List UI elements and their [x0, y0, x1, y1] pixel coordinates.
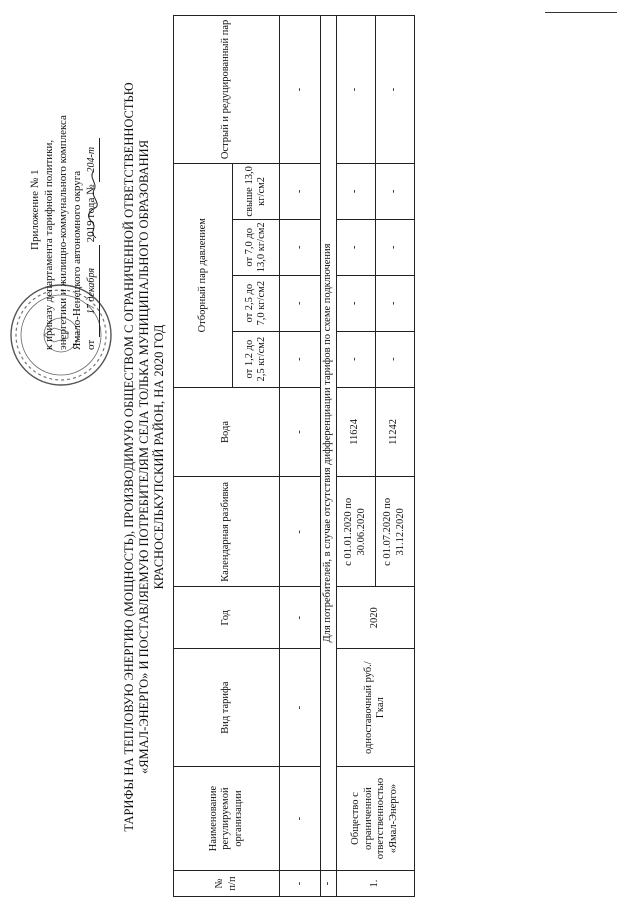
header-year: Год — [174, 587, 280, 649]
steam-sub-2: от 2,5 до 7,0 кг/см2 — [233, 275, 280, 331]
section-row: - Для потребителей, в случае отсутствия дифференциации тарифов по схеме подключения — [321, 16, 337, 897]
row-year: 2020 — [336, 587, 414, 649]
steam-sub-4: свыше 13,0 кг/см2 — [233, 163, 280, 219]
header-steam: Отборный пар давлением — [174, 163, 233, 387]
header-organization: Наименование регулируемой организации — [174, 767, 280, 871]
dash-row: - - - - - - - - - - - — [280, 16, 321, 897]
row-num: 1. — [336, 871, 414, 897]
section-label: Для потребителей, в случае отсутствия дифференциации тарифов по схеме подключения — [321, 16, 337, 871]
approval-line-2: к приказу департамента тарифной политики, — [43, 139, 55, 350]
header-sharp-steam: Острый и редуцированный пар — [174, 16, 280, 164]
header-water: Вода — [174, 387, 280, 477]
steam-sub-1: от 1,2 до 2,5 кг/см2 — [233, 331, 280, 387]
row-period-1: с 01.01.2020 по 30.06.2020 — [336, 477, 375, 587]
header-calendar: Календарная разбивка — [174, 477, 280, 587]
approval-line-3: энергетики и жилищно-коммунального комплекса — [57, 115, 69, 350]
approval-date-line: от 17 декабря 2019 года № 204-т — [84, 20, 100, 350]
approval-line-4: Ямало-Ненецкого автономного округа — [71, 170, 83, 350]
row-water-2: 11242 — [375, 387, 414, 477]
handwritten-date: 17 декабря — [85, 245, 100, 337]
header-tariff-type: Вид тарифа — [174, 649, 280, 767]
document-title: ТАРИФЫ НА ТЕПЛОВУЮ ЭНЕРГИЮ (МОЩНОСТЬ), ПРОИЗВОДИМУЮ ОБЩЕСТВОМ С ОГРАНИЧЕННОЙ ОТВЕТСТВЕННОСТЬЮ «ЯМАЛ-ЭНЕРГО» И ПОСТАВЛЯЕМУЮ ПОТРЕБИТЕЛЯМ СЕЛА ТОЛЬКА МУНИЦИПАЛЬНОГО ОБРАЗОВАНИЯ КРАСНОСЕЛЬКУПСКИЙ РАЙОН, НА 2020 ГОД — [122, 82, 166, 832]
row-organization: Общество с ограниченной ответственностью «Ямал-Энерго» — [336, 767, 414, 871]
row-period-2: с 01.07.2020 по 31.12.2020 — [375, 477, 414, 587]
table-row: 1. Общество с ограниченной ответственностью «Ямал-Энерго» одноставочный руб./Гкал 2020 с 01.01.2020 по 30.06.2020 11624 - - - - - — [336, 16, 375, 897]
tariff-table — [173, 15, 415, 897]
steam-sub-3: от 7,0 до 13,0 кг/см2 — [233, 219, 280, 275]
handwritten-number: 204-т — [85, 138, 100, 182]
row-tariff-type: одноставочный руб./Гкал — [336, 649, 414, 767]
table-row: с 01.07.2020 по 31.12.2020 11242 - - - - - — [375, 16, 414, 897]
header-row — [174, 16, 233, 897]
appendix-label: Приложение № 1 — [29, 169, 41, 250]
row-water-1: 11624 — [336, 387, 375, 477]
header-num: № п/п — [174, 871, 280, 897]
approval-block — [28, 20, 100, 350]
